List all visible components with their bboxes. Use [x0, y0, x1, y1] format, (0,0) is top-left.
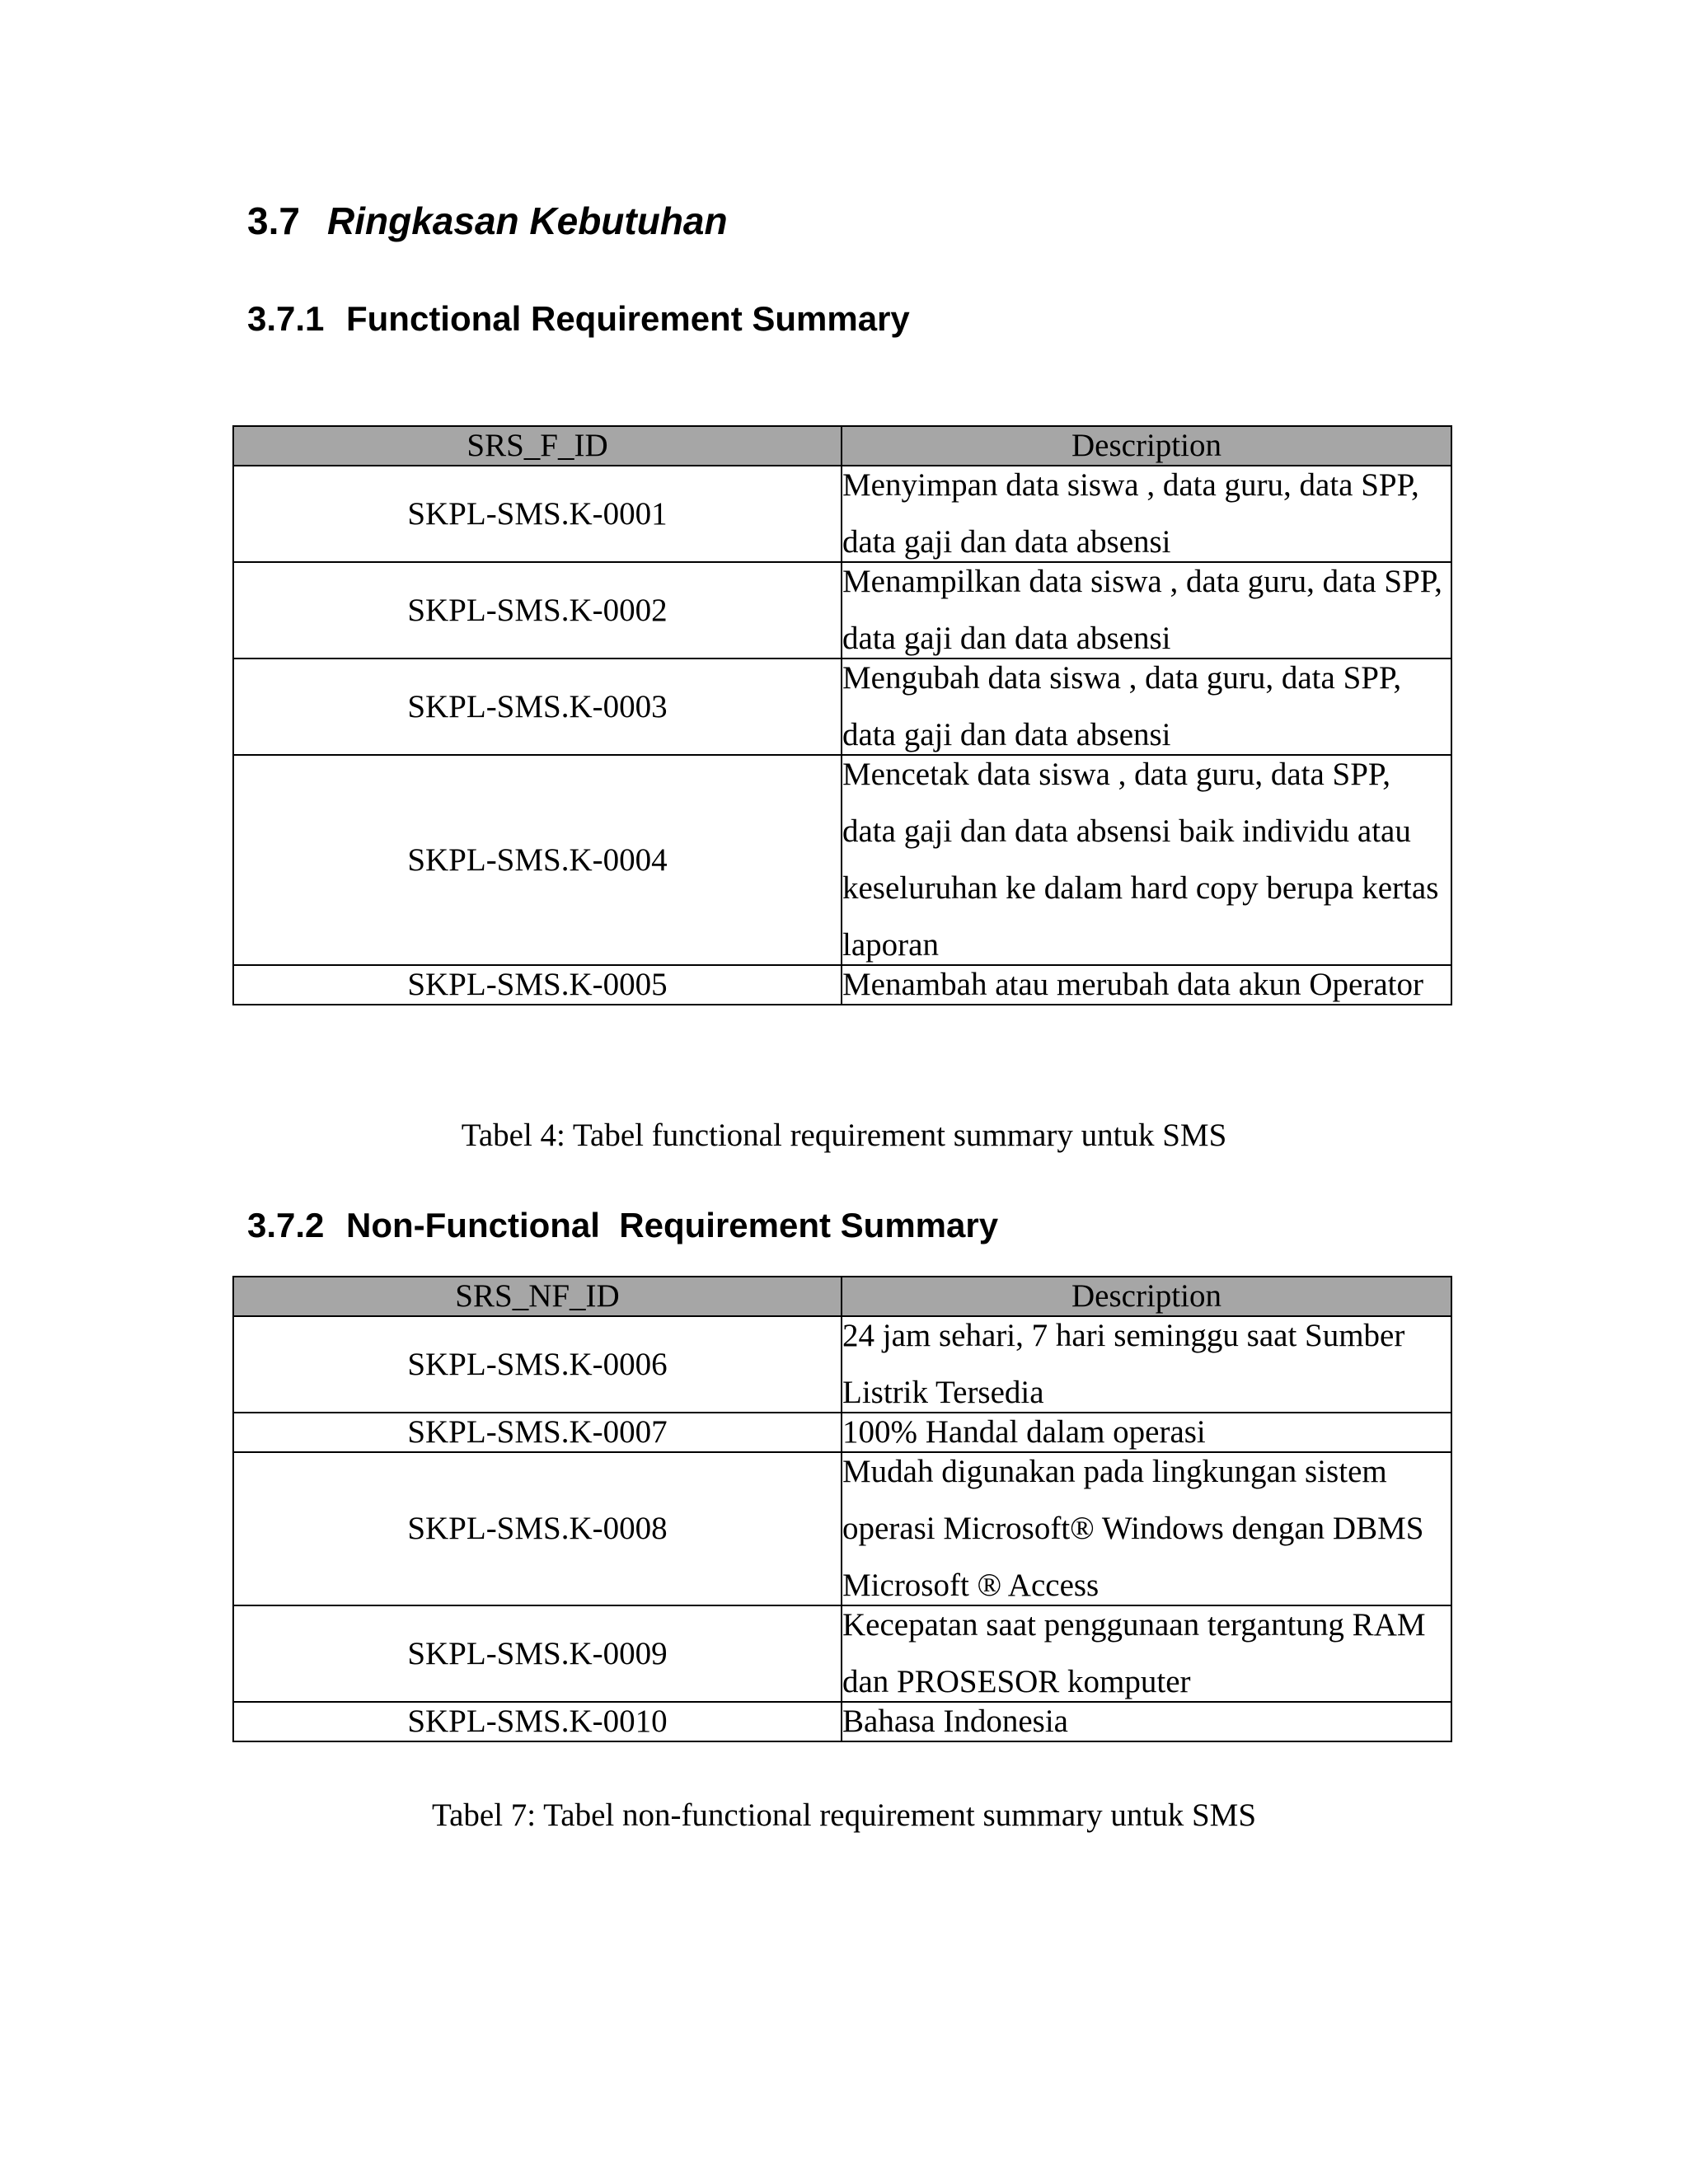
table-row	[233, 965, 1451, 1005]
requirement-id: SKPL-SMS.K-0001	[233, 466, 842, 562]
table-row	[233, 658, 1451, 755]
nonfunctional-requirement-table	[232, 1276, 1452, 1742]
requirement-id: SKPL-SMS.K-0008	[233, 1452, 842, 1605]
requirement-id: SKPL-SMS.K-0005	[233, 965, 842, 1005]
section-heading-3-7	[247, 199, 728, 242]
column-header-description: Description	[842, 426, 1451, 466]
requirement-description	[842, 658, 1451, 755]
description-text: Mudah digunakan pada lingkungan sistem operasi Microsoft® Windows dengan DBMS Microsoft ® Access	[842, 1454, 1424, 1603]
requirement-description	[842, 1316, 1451, 1413]
requirement-id: SKPL-SMS.K-0010	[233, 1702, 842, 1741]
description-text: Kecepatan saat penggunaan tergantung RAM dan PROSESOR komputer	[842, 1607, 1426, 1699]
table-row	[233, 1605, 1451, 1702]
table-row	[233, 1316, 1451, 1413]
section-heading-3-7-2	[247, 1208, 998, 1243]
section-number: 3.7	[247, 199, 300, 242]
functional-requirement-table	[232, 425, 1452, 1005]
table-row	[233, 755, 1451, 965]
section-number: 3.7.2	[247, 1206, 325, 1244]
requirement-description	[842, 1452, 1451, 1605]
description-text: Bahasa Indonesia	[842, 1704, 1068, 1739]
table-caption-nonfunctional: Tabel 7: Tabel non-functional requirement summary untuk SMS	[431, 1797, 1257, 1833]
description-text: Mencetak data siswa , data guru, data SPP, data gaji dan data absensi baik individu atau keseluruhan ke dalam hard copy berupa kertas laporan	[842, 757, 1439, 963]
requirement-id: SKPL-SMS.K-0006	[233, 1316, 842, 1413]
description-text: Menyimpan data siswa , data guru, data SPP, data gaji dan data absensi	[842, 467, 1419, 560]
section-title: Functional Requirement Summary	[346, 299, 910, 338]
requirement-id: SKPL-SMS.K-0002	[233, 562, 842, 658]
column-header-id: SRS_NF_ID	[233, 1277, 842, 1316]
column-header-id: SRS_F_ID	[233, 426, 842, 466]
requirement-description	[842, 965, 1451, 1005]
column-header-description: Description	[842, 1277, 1451, 1316]
description-text: 100% Handal dalam operasi	[842, 1414, 1206, 1450]
requirement-id: SKPL-SMS.K-0004	[233, 755, 842, 965]
description-text: Menampilkan data siswa , data guru, data SPP, data gaji dan data absensi	[842, 564, 1442, 656]
description-text: Mengubah data siswa , data guru, data SPP, data gaji dan data absensi	[842, 660, 1402, 752]
requirement-id: SKPL-SMS.K-0003	[233, 658, 842, 755]
requirement-id: SKPL-SMS.K-0009	[233, 1605, 842, 1702]
table-row	[233, 1452, 1451, 1605]
section-number: 3.7.1	[247, 299, 325, 338]
requirement-description	[842, 466, 1451, 562]
section-title: Non-Functional Requirement Summary	[346, 1206, 999, 1244]
requirement-description	[842, 1605, 1451, 1702]
section-heading-3-7-1	[247, 299, 910, 338]
description-text: 24 jam sehari, 7 hari seminggu saat Sumber Listrik Tersedia	[842, 1318, 1405, 1410]
table-row	[233, 562, 1451, 658]
requirement-description	[842, 755, 1451, 965]
table-row	[233, 466, 1451, 562]
description-text: Menambah atau merubah data akun Operator	[842, 967, 1423, 1002]
requirement-description	[842, 562, 1451, 658]
table-caption-functional: Tabel 4: Tabel functional requirement summary untuk SMS	[461, 1118, 1227, 1153]
section-title: Ringkasan Kebutuhan	[327, 199, 728, 242]
table-row	[233, 1702, 1451, 1741]
requirement-id: SKPL-SMS.K-0007	[233, 1413, 842, 1452]
